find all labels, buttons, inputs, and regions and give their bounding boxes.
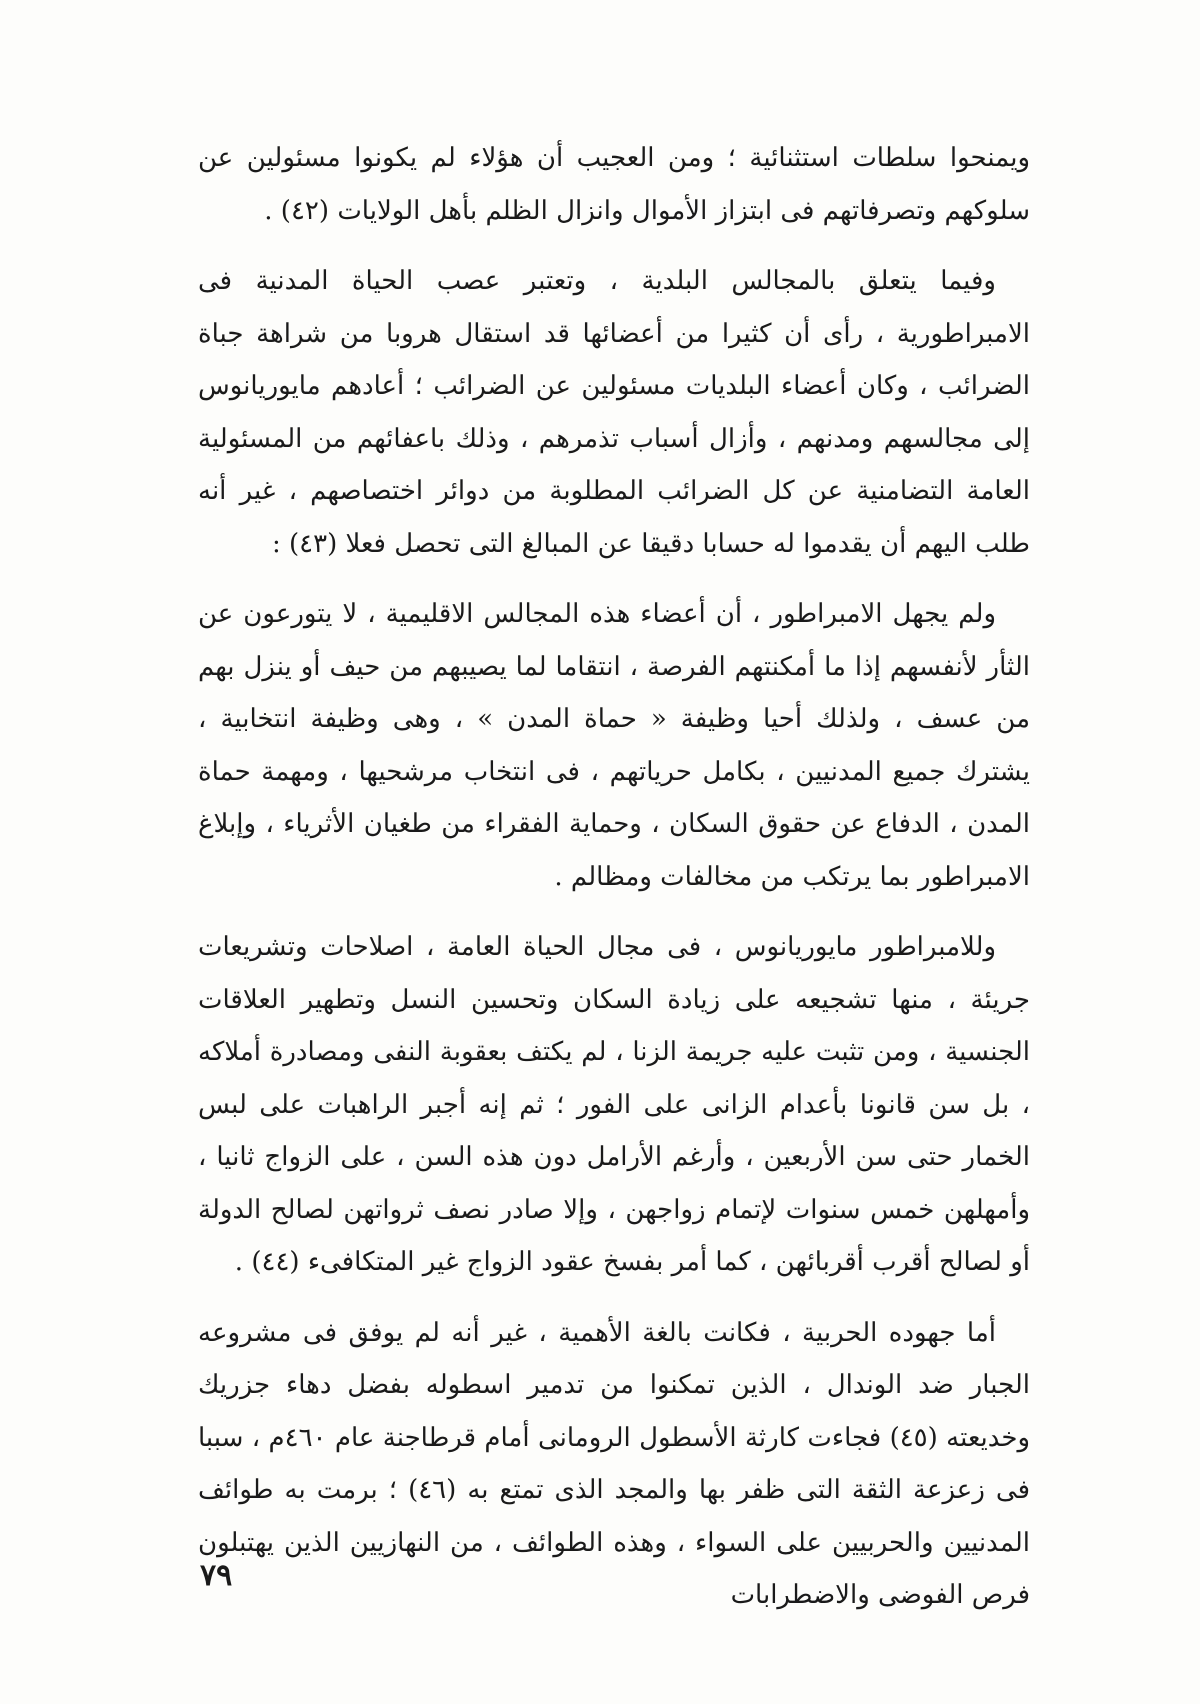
paragraph-4: وللامبراطور مايوريانوس ، فى مجال الحياة العامة ، اصلاحات وتشريعات جريئة ، منها تشجيعه على زيادة السكان وتحسين النسل وتطهير العلاقات الجنسية ، ومن تثبت عليه جريمة الزنا ، لم يكتف بعقوبة النفى ومصادرة أملاكه ، بل سن قانونا بأعدام الزانى على الفور ؛ ثم إنه أجبر الراهبات على لبس الخمار حتى سن الأربعين ، وأرغم الأرامل دون هذه السن ، على الزواج ثانيا ، وأمهلهن خمس سنوات لإتمام زواجهن ، وإلا صادر نصف ثرواتهن لصالح الدولة أو لصالح أقرب أقربائهن ، كما أمر بفسخ عقود الزواج غير المتكافىء (٤٤) . <box>198 932 1030 1277</box>
body-text <box>198 132 1030 1640</box>
paragraph-2: وفيما يتعلق بالمجالس البلدية ، وتعتبر عصب الحياة المدنية فى الامبراطورية ، رأى أن كثيرا من أعضائها قد استقال هروبا من شراهة جباة الضرائب ، وكان أعضاء البلديات مسئولين عن الضرائب ؛ أعادهم مايوريانوس إلى مجالسهم ومدنهم ، وأزال أسباب تذمرهم ، وذلك باعفائهم من المسئولية العامة التضامنية عن كل الضرائب المطلوبة من دوائر اختصاصهم ، غير أنه طلب اليهم أن يقدموا له حسابا دقيقا عن المبالغ التى تحصل فعلا (٤٣) : <box>198 266 1030 559</box>
paragraph-5: أما جهوده الحربية ، فكانت بالغة الأهمية ، غير أنه لم يوفق فى مشروعه الجبار ضد الوندال ، الذين تمكنوا من تدمير اسطوله بفضل دهاء جزريك وخديعته (٤٥) فجاءت كارثة الأسطول الرومانى أمام قرطاجنة عام ٤٦٠م ، سببا فى زعزعة الثقة التى ظفر بها والمجد الذى تمتع به (٤٦) ؛ برمت به طوائف المدنيين والحربيين على السواء ، وهذه الطوائف ، من النهازيين الذين يهتبلون فرص الفوضى والاضطرابات <box>198 1317 1031 1610</box>
page-number: ٧٩ <box>200 1558 233 1593</box>
paragraph-3: ولم يجهل الامبراطور ، أن أعضاء هذه المجالس الاقليمية ، لا يتورعون عن الثأر لأنفسهم إذا ما أمكنتهم الفرصة ، انتقاما لما يصيبهم من حيف أو ينزل بهم من عسف ، ولذلك أحيا وظيفة « حماة المدن » ، وهى وظيفة انتخابية ، يشترك جميع المدنيين ، بكامل حرياتهم ، فى انتخاب مرشحيها ، ومهمة حماة المدن ، الدفاع عن حقوق السكان ، وحماية الفقراء من طغيان الأثرياء ، وإبلاغ الامبراطور بما يرتكب من مخالفات ومظالم . <box>198 599 1030 892</box>
paragraph-1: ويمنحوا سلطات استثنائية ؛ ومن العجيب أن هؤلاء لم يكونوا مسئولين عن سلوكهم وتصرفاتهم فى ابتزاز الأموال وانزال الظلم بأهل الولايات (٤٢) . <box>198 143 1030 226</box>
